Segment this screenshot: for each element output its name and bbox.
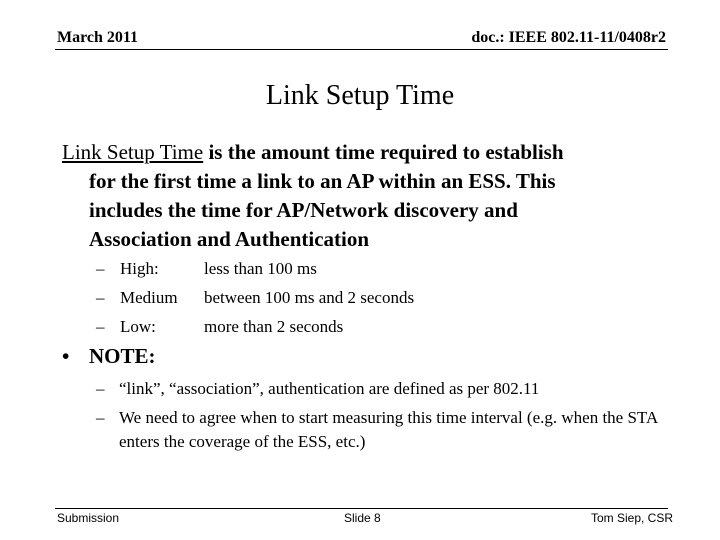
intro-line: includes the time for AP/Network discovery and [89, 198, 518, 222]
intro-line-1-rest: is the amount time required to establish [203, 140, 564, 164]
footer-author: Tom Siep, CSR [590, 511, 673, 525]
level-label: Medium [120, 288, 178, 307]
intro-line: for the first time a link to an AP within an ESS. This [89, 169, 556, 193]
intro-line: Association and Authentication [89, 227, 370, 251]
level-value: more than 2 seconds [204, 317, 344, 336]
footer-rule [55, 508, 668, 509]
intro-paragraph [62, 138, 682, 254]
level-item-medium [96, 283, 414, 312]
level-label: Low: [120, 317, 156, 336]
level-label: High: [120, 259, 159, 278]
dash-glyph: – [96, 408, 105, 427]
level-item-low [96, 312, 343, 341]
slide-title: Link Setup Time [265, 80, 455, 111]
level-value: less than 100 ms [204, 259, 317, 278]
header-date: March 2011 [57, 29, 139, 46]
note-text: “link”, “association”, authentication are defined as per 802.11 [119, 379, 540, 398]
level-value: between 100 ms and 2 seconds [204, 288, 415, 307]
note-item [96, 377, 676, 401]
footer-slide-number: Slide 8 [344, 511, 381, 525]
footer-submission: Submission [57, 511, 120, 525]
note-item [96, 406, 676, 454]
level-item-high [96, 254, 317, 283]
bullet-glyph: • [62, 344, 70, 368]
intro-line-1 [62, 138, 682, 167]
note-heading [62, 344, 156, 369]
note-heading-text: NOTE: [89, 344, 156, 368]
intro-term: Link Setup Time [62, 140, 204, 164]
dash-glyph: – [96, 259, 105, 278]
dash-glyph: – [96, 317, 105, 336]
dash-glyph: – [96, 379, 105, 398]
note-text: We need to agree when to start measuring this time interval (e.g. when the STA enters the coverage of the ESS, etc.) [119, 408, 658, 451]
dash-glyph: – [96, 288, 105, 307]
header-doc-id: doc.: IEEE 802.11-11/0408r2 [471, 29, 666, 46]
header-rule [55, 49, 668, 50]
